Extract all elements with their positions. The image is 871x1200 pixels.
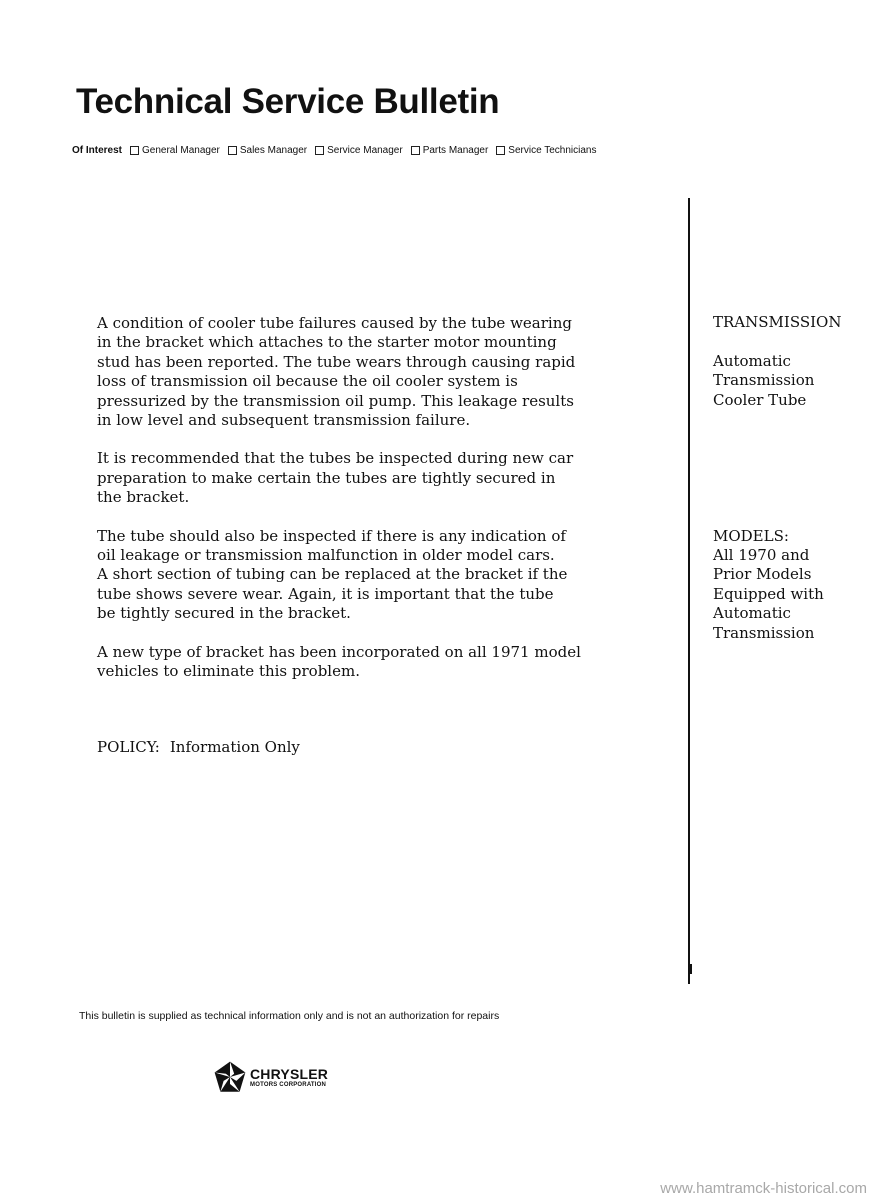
policy-value: Information Only xyxy=(169,738,300,756)
interest-general-manager[interactable] xyxy=(130,145,220,156)
policy-label: POLICY: xyxy=(97,738,160,756)
checkbox-icon[interactable] xyxy=(130,146,139,155)
interest-service-manager[interactable] xyxy=(315,145,403,156)
interest-item-label: Service Manager xyxy=(327,145,403,156)
interest-item-label: Sales Manager xyxy=(239,145,308,156)
checkbox-icon[interactable] xyxy=(228,146,237,155)
bulletin-title: Technical Service Bulletin xyxy=(76,82,500,121)
body-paragraph: It is recommended that the tubes be inspected during new car preparation to make certain the tubes are tightly secured in the bracket. xyxy=(97,449,574,507)
interest-row xyxy=(72,145,605,156)
interest-item-label: Service Technicians xyxy=(508,145,597,156)
interest-sales-manager[interactable] xyxy=(228,145,307,156)
interest-service-technicians[interactable] xyxy=(496,145,596,156)
body-paragraph: The tube should also be inspected if there is any indication of oil leakage or transmission malfunction in older model cars. A short section of tubing can be replaced at the bracket if the tube shows severe wear. Again, it is important that the tube be tightly secured in the bracket. xyxy=(97,526,568,623)
interest-label: Of Interest xyxy=(72,145,123,156)
divider-tick xyxy=(690,964,692,974)
watermark: www.hamtramck-historical.com xyxy=(660,1180,867,1197)
sidebar-models-label: MODELS: xyxy=(713,527,789,545)
chrysler-logo xyxy=(214,1061,328,1093)
checkbox-icon[interactable] xyxy=(411,146,420,155)
body-paragraph: A new type of bracket has been incorporated on all 1971 model vehicles to eliminate this problem. xyxy=(97,642,581,681)
logo-name: CHRYSLER xyxy=(250,1065,329,1082)
footer-disclaimer: This bulletin is supplied as technical information only and is not an authorization for repairs xyxy=(79,1010,500,1022)
checkbox-icon[interactable] xyxy=(315,146,324,155)
interest-item-label: General Manager xyxy=(142,145,220,156)
policy-line xyxy=(97,738,300,756)
sidebar-category: TRANSMISSION xyxy=(713,313,842,331)
column-divider xyxy=(688,198,690,984)
sidebar-models-value: All 1970 and Prior Models Equipped with Automatic Transmission xyxy=(713,546,824,642)
bulletin-body xyxy=(97,314,672,701)
logo-subtitle: MOTORS CORPORATION xyxy=(250,1081,327,1088)
interest-parts-manager[interactable] xyxy=(411,145,489,156)
sidebar-subject: Automatic Transmission Cooler Tube xyxy=(713,352,815,409)
pentastar-icon xyxy=(214,1061,246,1093)
interest-item-label: Parts Manager xyxy=(422,145,489,156)
checkbox-icon[interactable] xyxy=(496,146,505,155)
body-paragraph: A condition of cooler tube failures caused by the tube wearing in the bracket which attaches to the starter motor mounting stud has been reported. The tube wears through causing rapid loss of transmission oil because the oil cooler system is pressurized by the transmission oil pump. This leakage results in low level and subsequent transmission failure. xyxy=(97,314,576,430)
